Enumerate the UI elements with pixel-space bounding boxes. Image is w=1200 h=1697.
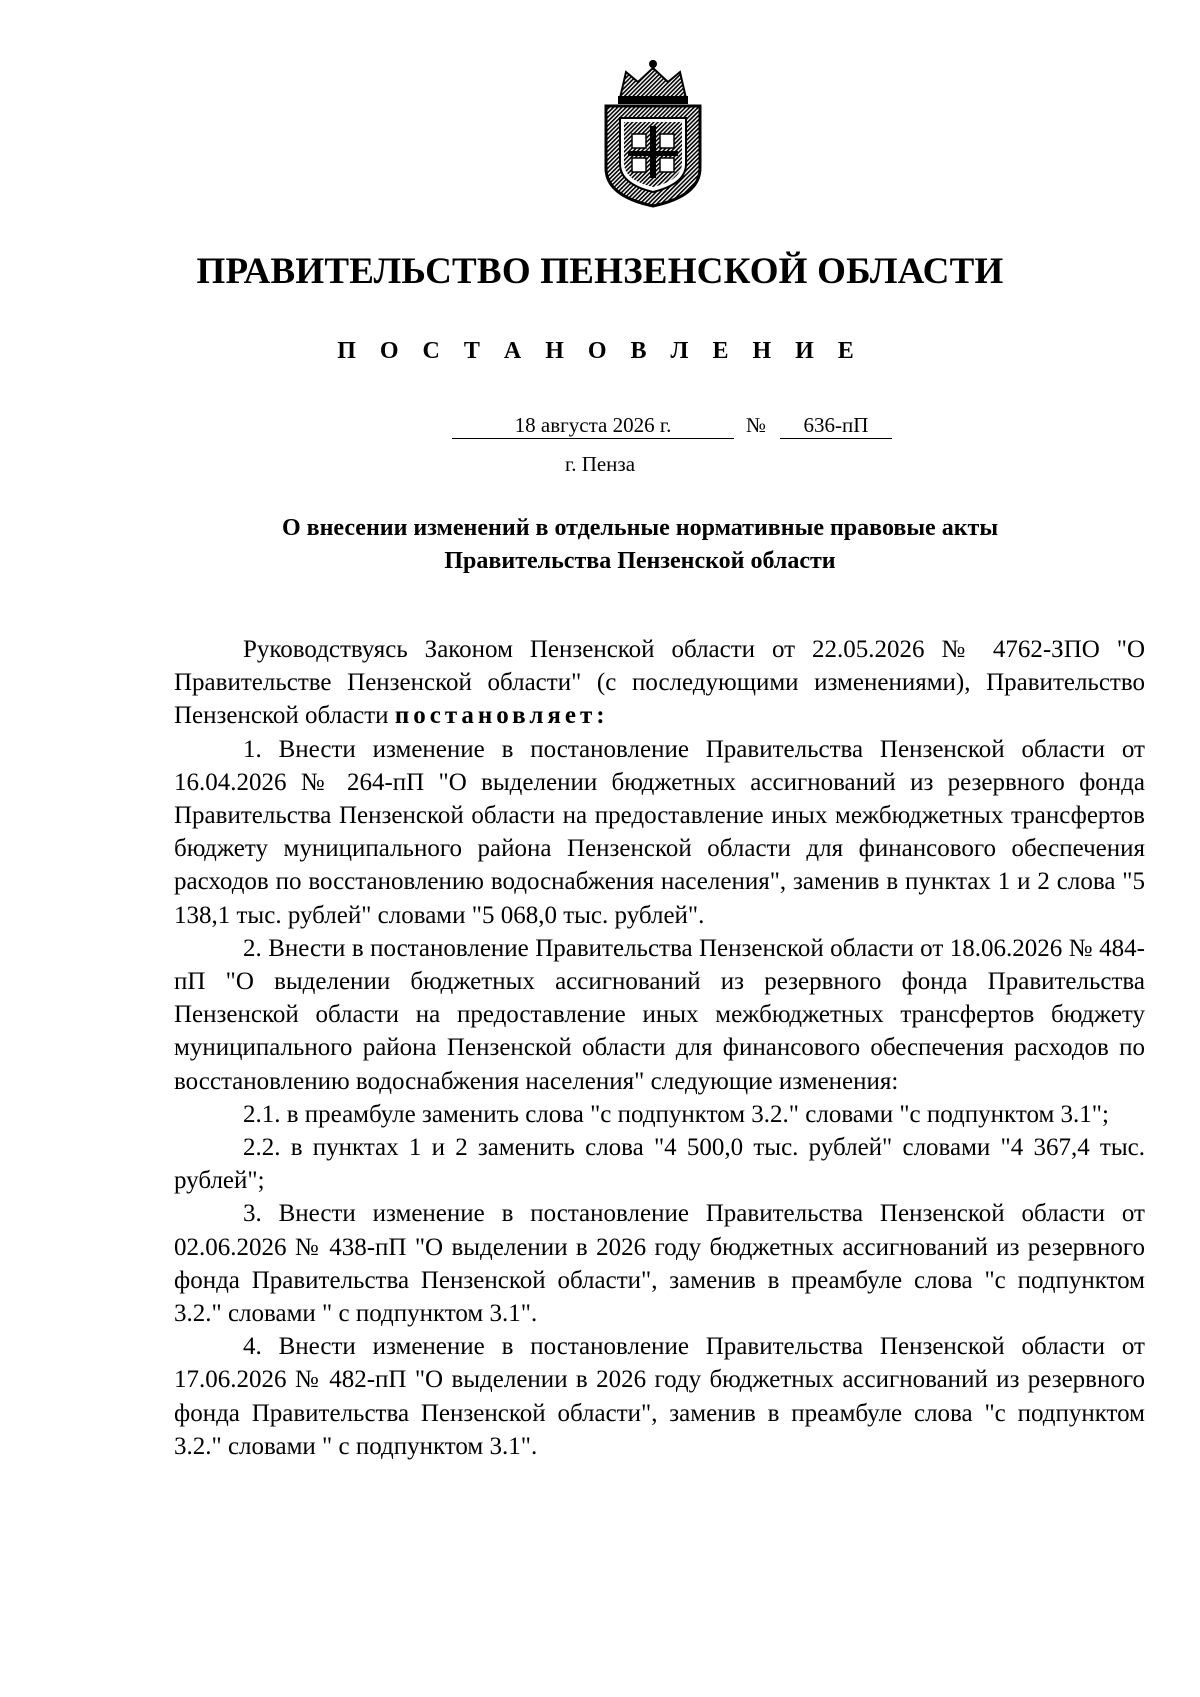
subject-line-1: О внесении изменений в отдельные нормативные правовые акты (281, 515, 999, 541)
clause-2: 2. Внести в постановление Правительства Пензенской области от 18.06.2026 № 484-пП "О выделении бюджетных ассигнований из резервного фонда Правительства Пензенской области на предоставление иных межбюджетных трансфертов бюджету муниципального района Пензенской области для финансового обеспечения расходов по восстановлению водоснабжения населения" следующие изменения: (174, 934, 1145, 1095)
subject-line-2: Правительства Пензенской области (444, 548, 836, 574)
clause-2-2: 2.2. в пунктах 1 и 2 заменить слова "4 500,0 тыс. рублей" словами "4 367,4 тыс. рублей"; (174, 1134, 1145, 1195)
document-subject (200, 512, 1080, 578)
clause-3: 3. Внести изменение в постановление Правительства Пензенской области от 02.06.2026 № 438-пП "О выделении в 2026 году бюджетных ассигнований из резервного фонда Правительства Пензенской области", заменив в преамбуле слова "с подпунктом 3.2." словами " с подпунктом 3.1". (174, 1200, 1145, 1328)
preamble-verb: постановляет: (394, 702, 609, 730)
preamble-paragraph (174, 633, 1145, 733)
coat-of-arms-icon (598, 58, 708, 208)
document-type-title: П О С Т А Н О В Л Е Н И Е (337, 338, 863, 364)
date-number-line (0, 412, 1200, 442)
number-sign: № (746, 413, 767, 437)
clause-2-1: 2.1. в преамбуле заменить слова "с подпунктом 3.2." словами "с подпунктом 3.1"; (243, 1100, 1109, 1128)
city-name: г. Пенза (564, 452, 636, 476)
decree-date: 18 августа 2026 г. (452, 412, 734, 439)
clause-4: 4. Внести изменение в постановление Правительства Пензенской области от 17.06.2026 № 482-пП "О выделении в 2026 году бюджетных ассигнований из резервного фонда Правительства Пензенской области", заменив в преамбуле слова "с подпунктом 3.2." словами " с подпунктом 3.1". (174, 1333, 1145, 1460)
preamble-text: Руководствуясь Законом Пензенской области от 22.05.2026 № 4762-ЗПО "О Правительстве Пензенской области" (с последующими изменениями), Правительство Пензенской области (174, 636, 1145, 730)
document-body (174, 633, 1145, 1463)
clause-1: 1. Внести изменение в постановление Правительства Пензенской области от 16.04.2026 № 264-пП "О выделении бюджетных ассигнований из резервного фонда Правительства Пензенской области на предоставление иных межбюджетных трансфертов бюджету муниципального района Пензенской области для финансового обеспечения расходов по восстановлению водоснабжения населения", заменив в пунктах 1 и 2 слова "5 138,1 тыс. рублей" словами "5 068,0 тыс. рублей". (174, 735, 1145, 929)
decree-number: 636-пП (780, 412, 892, 439)
government-title: ПРАВИТЕЛЬСТВО ПЕНЗЕНСКОЙ ОБЛАСТИ (196, 251, 1004, 292)
